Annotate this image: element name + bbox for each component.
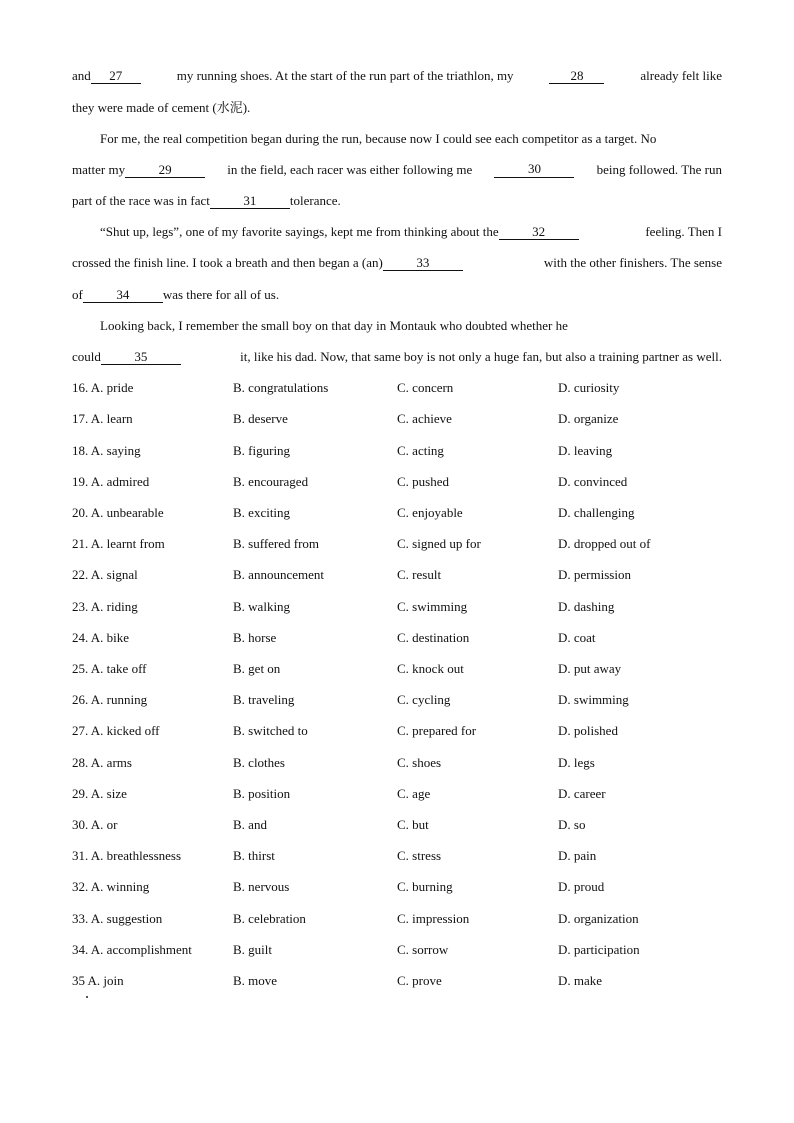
option-a[interactable]: 33. A. suggestion xyxy=(72,911,163,926)
option-a[interactable]: 21. A. learnt from xyxy=(72,536,165,551)
option-row-32 xyxy=(72,879,732,897)
option-row-27 xyxy=(72,723,732,741)
passage-line-7 xyxy=(72,255,722,271)
option-b[interactable]: B. exciting xyxy=(233,505,291,520)
option-a[interactable]: 19. A. admired xyxy=(72,474,150,489)
option-b[interactable]: B. congratulations xyxy=(233,380,329,395)
text: it, like his dad. Now, that same boy is not only a huge fan, but also a training partner as well. xyxy=(240,349,722,364)
option-c[interactable]: C. knock out xyxy=(397,661,464,676)
option-row-18 xyxy=(72,443,732,461)
text: For me, the real competition began during the run, because now I could see each competitor as a target. No xyxy=(100,131,657,146)
passage-line-2 xyxy=(72,100,722,116)
text: of xyxy=(72,287,83,302)
option-d[interactable]: D. dropped out of xyxy=(558,536,651,551)
option-b[interactable]: B. announcement xyxy=(233,567,324,582)
blank-29[interactable]: 29 xyxy=(125,163,205,178)
text: and xyxy=(72,68,91,83)
option-row-20 xyxy=(72,505,732,523)
option-d[interactable]: D. put away xyxy=(558,661,622,676)
option-row-23 xyxy=(72,599,732,617)
text: part of the race was in fact xyxy=(72,193,210,208)
option-b[interactable]: B. encouraged xyxy=(233,474,309,489)
option-row-29 xyxy=(72,786,732,804)
option-a[interactable]: 32. A. winning xyxy=(72,879,150,894)
blank-31[interactable]: 31 xyxy=(210,194,290,209)
text: already felt like xyxy=(640,68,722,83)
option-d[interactable]: D. legs xyxy=(558,755,595,770)
option-a[interactable]: 23. A. riding xyxy=(72,599,138,614)
option-a[interactable]: 16. A. pride xyxy=(72,380,134,395)
option-d[interactable]: D. so xyxy=(558,817,586,832)
option-d[interactable]: D. swimming xyxy=(558,692,629,707)
option-c[interactable]: C. cycling xyxy=(397,692,451,707)
text: tolerance. xyxy=(289,193,341,208)
option-a[interactable]: 35 A. join xyxy=(72,973,124,988)
option-d[interactable]: D. polished xyxy=(558,723,618,738)
blank-33[interactable]: 33 xyxy=(383,256,463,271)
option-a[interactable]: 28. A. arms xyxy=(72,755,132,770)
option-b[interactable]: B. thirst xyxy=(233,848,275,863)
option-row-31 xyxy=(72,848,732,866)
option-d[interactable]: D. proud xyxy=(558,879,605,894)
option-row-33 xyxy=(72,911,732,929)
option-row-26 xyxy=(72,692,732,710)
blank-32[interactable]: 32 xyxy=(499,225,579,240)
option-a[interactable]: 26. A. running xyxy=(72,692,148,707)
blank-28[interactable]: 28 xyxy=(549,69,604,84)
text: my running shoes. At the start of the run part of the triathlon, my xyxy=(176,68,514,83)
blank-27[interactable]: 27 xyxy=(91,69,141,84)
option-c[interactable]: C. result xyxy=(397,567,442,582)
blank-30[interactable]: 30 xyxy=(494,162,574,178)
text: “Shut up, legs”, one of my favorite sayings, kept me from thinking about the xyxy=(100,224,499,239)
option-d[interactable]: D. make xyxy=(558,973,603,988)
option-b[interactable]: B. guilt xyxy=(233,942,273,957)
option-c[interactable]: C. signed up for xyxy=(397,536,481,551)
option-b[interactable]: B. get on xyxy=(233,661,281,676)
option-c[interactable]: C. enjoyable xyxy=(397,505,463,520)
text: matter my xyxy=(72,162,126,177)
passage-line-9 xyxy=(100,318,722,334)
option-d[interactable]: D. curiosity xyxy=(558,380,620,395)
option-c[interactable]: C. age xyxy=(397,786,431,801)
option-c[interactable]: C. stress xyxy=(397,848,442,863)
option-d[interactable]: D. participation xyxy=(558,942,640,957)
option-b[interactable]: B. and xyxy=(233,817,267,832)
option-c[interactable]: C. burning xyxy=(397,879,453,894)
text: being followed. The run xyxy=(596,162,722,177)
option-c[interactable]: C. destination xyxy=(397,630,470,645)
option-a[interactable]: 31. A. breathlessness xyxy=(72,848,182,863)
option-d[interactable]: D. leaving xyxy=(558,443,613,458)
option-c[interactable]: C. sorrow xyxy=(397,942,449,957)
option-d[interactable]: D. permission xyxy=(558,567,631,582)
option-b[interactable]: B. move xyxy=(233,973,278,988)
option-row-17 xyxy=(72,411,732,429)
option-d[interactable]: D. organization xyxy=(558,911,639,926)
option-c[interactable]: C. pushed xyxy=(397,474,449,489)
option-a[interactable]: 34. A. accomplishment xyxy=(72,942,192,957)
option-a[interactable]: 17. A. learn xyxy=(72,411,133,426)
option-row-16 xyxy=(72,380,732,398)
option-d[interactable]: D. coat xyxy=(558,630,596,645)
option-c[interactable]: C. shoes xyxy=(397,755,442,770)
option-b[interactable]: B. position xyxy=(233,786,291,801)
option-row-25 xyxy=(72,661,732,679)
option-b[interactable]: B. traveling xyxy=(233,692,295,707)
option-b[interactable]: B. suffered from xyxy=(233,536,320,551)
option-b[interactable]: B. clothes xyxy=(233,755,285,770)
option-d[interactable]: D. challenging xyxy=(558,505,635,520)
text: crossed the finish line. I took a breath and then began a (an) xyxy=(72,255,383,270)
option-a[interactable]: 27. A. kicked off xyxy=(72,723,160,738)
passage-line-4 xyxy=(72,162,722,178)
passage-line-1 xyxy=(72,68,722,84)
option-b[interactable]: B. nervous xyxy=(233,879,290,894)
option-row-22 xyxy=(72,567,732,585)
text: could xyxy=(72,349,101,364)
option-d[interactable]: D. career xyxy=(558,786,606,801)
option-a[interactable]: 18. A. saying xyxy=(72,443,141,458)
passage-line-5 xyxy=(72,193,722,209)
option-d[interactable]: D. pain xyxy=(558,848,597,863)
blank-35[interactable]: 35 xyxy=(101,350,181,365)
option-a[interactable]: 30. A. or xyxy=(72,817,118,832)
option-b[interactable]: B. horse xyxy=(233,630,277,645)
option-row-19 xyxy=(72,474,732,492)
option-c[interactable]: C. prove xyxy=(397,973,442,988)
stray-dot xyxy=(86,996,88,998)
option-b[interactable]: B. deserve xyxy=(233,411,288,426)
option-b[interactable]: B. switched to xyxy=(233,723,308,738)
option-a[interactable]: 29. A. size xyxy=(72,786,127,801)
option-b[interactable]: B. figuring xyxy=(233,443,291,458)
passage-line-3 xyxy=(100,131,722,147)
option-row-35 xyxy=(72,973,732,991)
option-row-21 xyxy=(72,536,732,554)
blank-34[interactable]: 34 xyxy=(83,288,163,303)
option-row-30 xyxy=(72,817,732,835)
option-row-34 xyxy=(72,942,732,960)
option-c[interactable]: C. impression xyxy=(397,911,470,926)
option-c[interactable]: C. achieve xyxy=(397,411,452,426)
passage-line-6 xyxy=(100,224,722,240)
option-a[interactable]: 20. A. unbearable xyxy=(72,505,164,520)
text: Looking back, I remember the small boy on that day in Montauk who doubted whether he xyxy=(100,318,568,333)
passage-line-8 xyxy=(72,287,722,303)
passage-line-10 xyxy=(72,349,722,365)
option-d[interactable]: D. dashing xyxy=(558,599,615,614)
option-a[interactable]: 25. A. take off xyxy=(72,661,147,676)
option-c[interactable]: C. but xyxy=(397,817,429,832)
option-d[interactable]: D. convinced xyxy=(558,474,628,489)
text: feeling. Then I xyxy=(645,224,722,239)
option-b[interactable]: B. celebration xyxy=(233,911,306,926)
option-c[interactable]: C. prepared for xyxy=(397,723,477,738)
option-b[interactable]: B. walking xyxy=(233,599,291,614)
option-row-28 xyxy=(72,755,732,773)
option-c[interactable]: C. concern xyxy=(397,380,454,395)
option-a[interactable]: 24. A. bike xyxy=(72,630,130,645)
option-d[interactable]: D. organize xyxy=(558,411,619,426)
text: was there for all of us. xyxy=(162,287,280,302)
text: they were made of cement (水泥). xyxy=(72,100,251,115)
option-a[interactable]: 22. A. signal xyxy=(72,567,138,582)
option-c[interactable]: C. acting xyxy=(397,443,444,458)
option-c[interactable]: C. swimming xyxy=(397,599,468,614)
option-row-24 xyxy=(72,630,732,648)
text: in the field, each racer was either following me xyxy=(227,162,473,177)
text: with the other finishers. The sense xyxy=(543,255,722,270)
